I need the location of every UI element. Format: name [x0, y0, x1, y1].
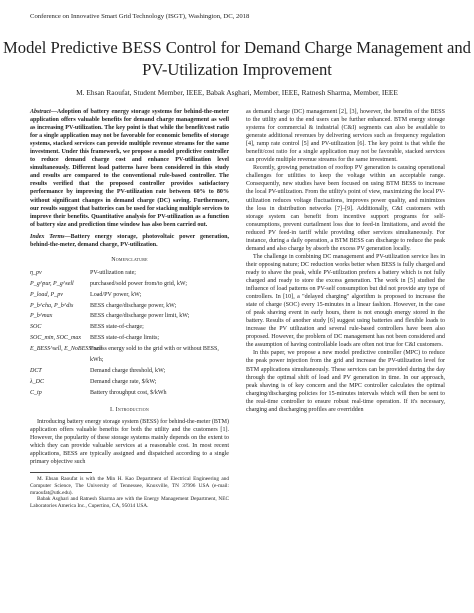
intro-paragraph: The challenge in combining DC management and PV-utilization service lies in their opposing nature; DC reduction works better when BESS is fully charged and ready to shave the peak, while PV-utilization prefers a battery which is not fully charged and ready to store the excess generation. The work in [5] studied the influence of load patterns on PV-self consumption but did not provide any type of controllers. In [10], a "delayed charging" algorithm is proposed to increase the state of charge (SOC) every 15-minutes in a linear fashion. However, in the case of peak shaving event in early hours, there is not enough energy stored in the battery. Results of another study [6] suggest using batteries and flexible loads to increase the PV utilization and several rule-based controllers have been also proposed. However, the problem of DC management has not been considered and the assumption of having controllable loads are often not true for C&I customers. — [246, 253, 445, 349]
nomenclature-definition: purchased/sold power from/to grid, kW; — [90, 280, 188, 287]
nomenclature-symbol: SOC_min, SOC_max — [30, 335, 82, 342]
intro-paragraph: Recently, growing penetration of rooftop PV generation is causing operational challenges for utilities to keep the voltage within an acceptable range. Consequently, new studies have been focused on using BTM BESS to increase the local PV-utilization. From the utility's point of view, maximizing the local PV-utilization reduces voltage fluctuations, improves power quality, and minimizes the loss in distribution networks [7]–[9]. Additionally, C&I customers with storage system can benefit from incentive support programs for self-consumptions, prevent curtailment loss due to feed-in limitations, and avoid the reduced PV feed-in tariff while providing other services simultaneously. For instance, during a daily operation, a BTM BESS can discharge to reduce the peak demand and also charge by absorb the excess PV generation locally. — [246, 165, 445, 252]
nomenclature-definition: Battery throughput cost, $/kWh — [90, 389, 167, 396]
nomenclature-item — [30, 301, 229, 312]
introduction-heading: I. Introduction — [110, 406, 149, 413]
nomenclature-symbol: SOC — [30, 324, 42, 331]
nomenclature-symbol: C_tp — [30, 389, 42, 396]
intro-paragraph: as demand charge (DC) management [2], [3], however, the benefits of the BESS to the utility and to the end users can be further enhanced. BTM energy storage systems for commercial & industrial (C&I) segments can also be available to generate additional revenues by delivering services such as frequency regulation [4], ramp rate control [5] and PV-utilization [6]. The key point is that while the benefit/cost ratio for a single application may not be favorable, stacked services can provide multiple revenue streams for the same investment. — [246, 109, 445, 164]
footnote: Babak Asghari and Ratnesh Sharma are with the Energy Management Department, NEC Laboratories America Inc., Cupertino, CA, 95014 USA. — [30, 496, 229, 510]
nomenclature-definition: Excess energy sold to the grid with or without BESS, kWh; — [90, 346, 219, 364]
nomenclature-definition: BESS charge/discharge power, kW; — [90, 302, 177, 309]
index-terms — [30, 233, 229, 249]
index-terms-text: —Battery energy storage, photovoltaic power generation, behind-the-meter, demand charge, PV-utilization. — [30, 233, 229, 248]
abstract-text: —Adoption of battery energy storage systems for behind-the-meter application offers valuable benefits for demand charge management as well as increasing PV-utilization. The key point is that while the benefit/cost ratio for a single application may not be favorable for economic benefits of storage systems, stacked services can provide multiple revenue streams for the same investment. Under this framework, we propose a model predictive controller to reduce demand charge cost and enhance PV-utilization level simultaneously. Different load patterns have been considered in this study and results are compared to the conventional rule-based controller. The results verified that the proposed controller provides satisfactory performance by improving the PV-utilization rate between 60% to 80% without significant changes in demand charge (DC) saving. Furthermore, our results suggest that batteries can be used for stacking multiple services to improve their benefits. Quantitative analysis for PV-utilization as a function of battery size and prediction time window has also been carried out. — [30, 109, 229, 228]
nomenclature-definition: Demand charge rate, $/kW; — [90, 378, 157, 385]
abstract-label: Abstract — [30, 109, 51, 115]
nomenclature-definition: BESS charge/discharge power limit, kW; — [90, 313, 190, 320]
nomenclature-list — [30, 268, 229, 399]
nomenclature-symbol: E_BESS^sell, E_NoBESS^sell — [30, 346, 103, 353]
nomenclature-item — [30, 290, 229, 301]
paper-title: Model Predictive BESS Control for Demand Charge Management and PV-Utilization Improvement — [3, 38, 471, 79]
nomenclature-symbol: P_load, P_pv — [30, 291, 63, 298]
nomenclature-symbol: λ_DC — [30, 378, 45, 385]
intro-paragraph: In this paper, we propose a new model predictive controller (MPC) to reduce the peak power injection from the grid and increase the PV-utilization level for BTM applications simultaneously. These services can be provided during the day through the optimal shift of load and PV generation in time. In our approach, peak shaving is of key concern and the MPC controller calculates the optimal charging/discharging policies for 15-minutes intervals which will then be sent to the real-time controller to ensure robust real-time operation. If it's necessary, charging and discharging profiles are overridden — [246, 350, 445, 413]
footnote: M. Ehsan Raoufat is with the Min H. Kao Department of Electrical Engineering and Computer Science, The University of Tennessee, Knoxville, TN 37996 USA (e-mail: mraoufat@utk.edu). — [30, 476, 229, 496]
nomenclature-definition: Load/PV power, kW; — [90, 291, 142, 298]
nomenclature-item — [30, 377, 229, 388]
nomenclature-symbol: η_pv — [30, 269, 42, 276]
nomenclature-item — [30, 268, 229, 279]
nomenclature-item — [30, 333, 229, 344]
nomenclature-definition: PV-utilization rate; — [90, 269, 136, 276]
nomenclature-item — [30, 344, 229, 366]
left-column — [30, 108, 229, 510]
right-column — [246, 108, 445, 414]
intro-paragraph: Introducing battery energy storage system (BESS) for behind-the-meter (BTM) application offers valuable benefits for both the utility and the customers [1]. However, the popularity of these storage systems mainly depends on the extent to which they can provide valuable services at a reasonable cost. In most recent applications, BESS are typically assigned and dispatched according to a single primary objective such — [30, 418, 229, 465]
nomenclature-definition: Demand charge threshold, kW; — [90, 368, 166, 374]
footnote-rule — [30, 472, 92, 473]
nomenclature-item — [30, 388, 229, 399]
nomenclature-item — [30, 322, 229, 333]
nomenclature-item — [30, 279, 229, 290]
nomenclature-definition: BESS state-of-charge limits; — [90, 335, 160, 342]
nomenclature-symbol: P_g^pur, P_g^sell — [30, 280, 74, 287]
nomenclature-definition: BESS state-of-charge; — [90, 324, 144, 331]
nomenclature-item — [30, 311, 229, 322]
abstract — [30, 108, 229, 229]
author-line: M. Ehsan Raoufat, Student Member, IEEE, Babak Asghari, Member, IEEE, Ratnesh Sharma, Member, IEEE — [76, 88, 398, 97]
conference-header: Conference on Innovative Smart Grid Technology (ISGT), Washington, DC, 2018 — [30, 13, 250, 20]
nomenclature-item — [30, 366, 229, 377]
nomenclature-symbol: DCT — [30, 368, 42, 374]
nomenclature-heading: Nomenclature — [111, 256, 148, 263]
index-terms-label: Index Terms — [30, 233, 65, 240]
nomenclature-symbol: P_b^cha, P_b^dis — [30, 302, 74, 309]
nomenclature-symbol: P_b^max — [30, 313, 53, 320]
